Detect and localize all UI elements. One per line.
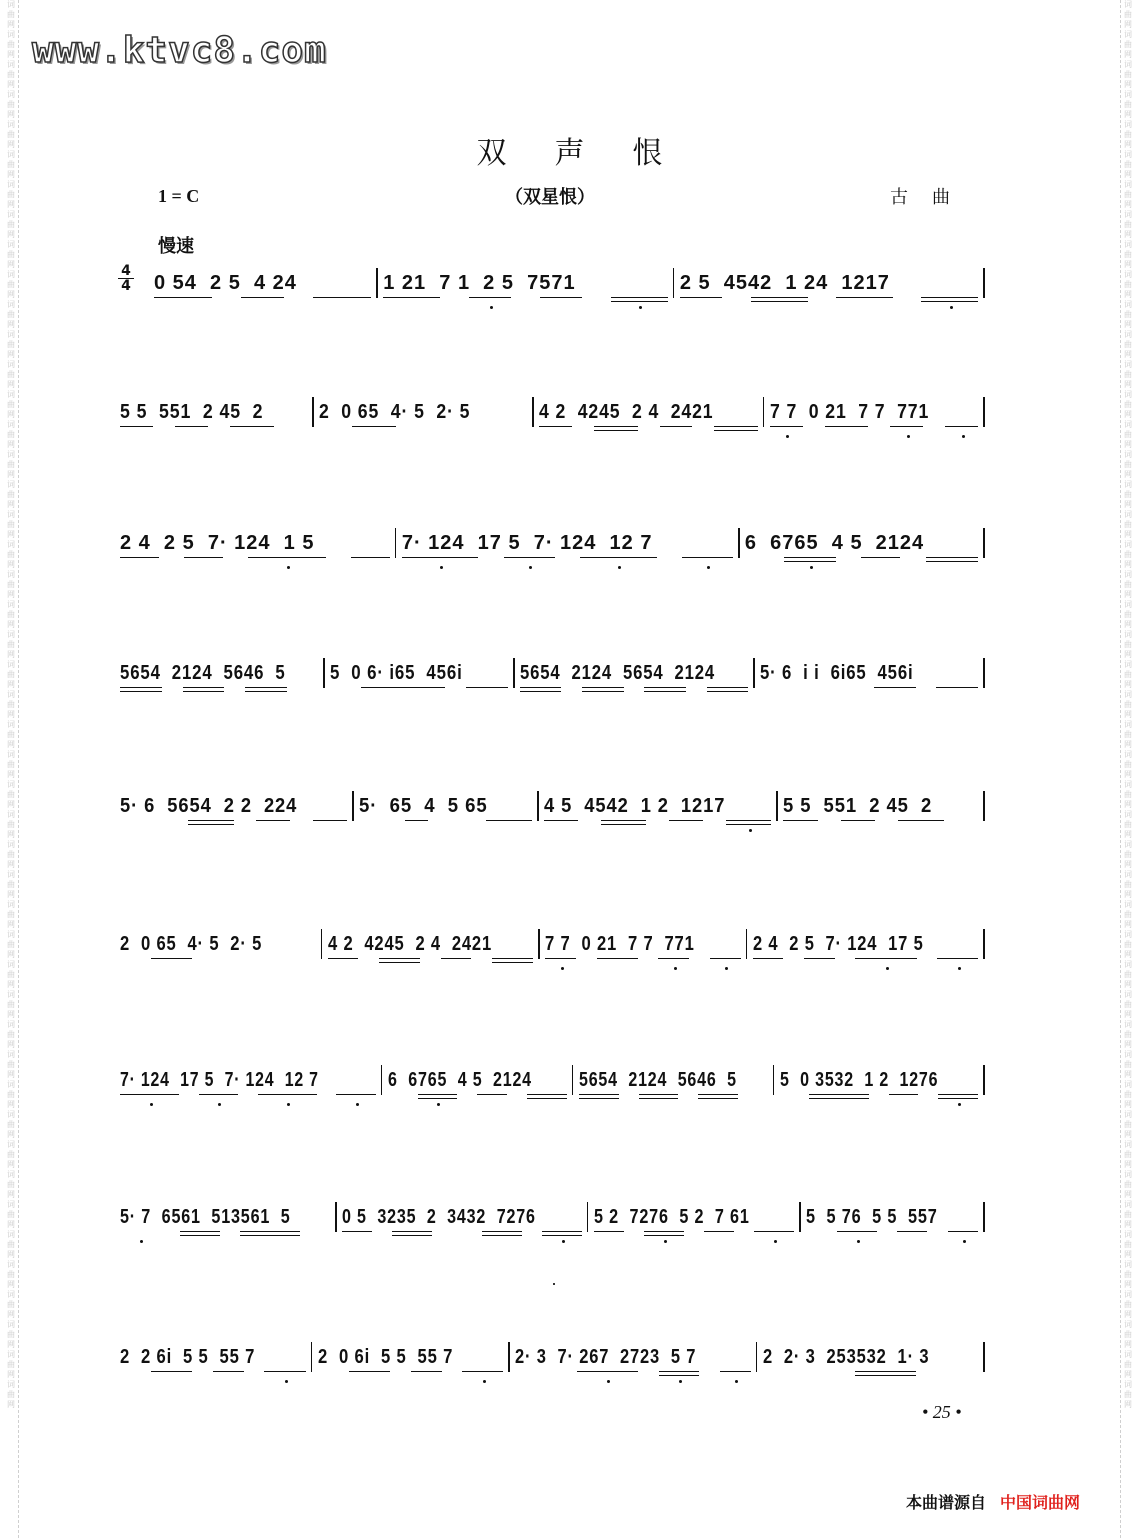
- bar-line: [756, 1342, 758, 1372]
- measure: 5 5 551 2 45 2: [120, 401, 264, 423]
- notation-system: [116, 532, 986, 572]
- notation-system: [116, 662, 986, 702]
- beam-line: [411, 1371, 442, 1372]
- octave-dot: [774, 1240, 777, 1243]
- beam-line: [184, 557, 223, 558]
- beam-line: [594, 430, 638, 431]
- bar-line: [738, 528, 740, 558]
- source-credit: [906, 1490, 1080, 1513]
- notation-system: [150, 272, 986, 312]
- measure: 0 54 2 5 4 24: [154, 272, 297, 294]
- measure: 2 4 2 5 7· 124 1 5: [120, 532, 315, 554]
- beam-line: [120, 687, 162, 688]
- octave-dot: [562, 1240, 565, 1243]
- beam-line: [462, 1371, 503, 1372]
- bar-line: [983, 1342, 985, 1372]
- beam-line: [540, 297, 583, 298]
- beam-line: [248, 557, 325, 558]
- beam-line: [945, 426, 978, 427]
- beam-line: [751, 301, 808, 302]
- beam-line: [504, 557, 555, 558]
- measure: 5 2 7276 5 2 7 61: [593, 1206, 750, 1228]
- notation-system: [116, 1069, 986, 1109]
- beam-line: [542, 1235, 582, 1236]
- beam-line: [245, 687, 287, 688]
- beam-line: [466, 687, 508, 688]
- measure: 2· 3 7· 267 2723 5 7: [515, 1346, 697, 1368]
- beam-line: [349, 1371, 390, 1372]
- measure: 4 5 4542 1 2 1217: [544, 795, 726, 817]
- key-signature: 1 = C: [158, 186, 200, 206]
- beam-line: [383, 297, 440, 298]
- beam-line: [921, 301, 978, 302]
- beam-line: [183, 687, 225, 688]
- beam-line: [418, 1094, 458, 1095]
- measure: 7· 124 17 5 7· 124 12 7: [401, 532, 653, 554]
- tempo-marking: 慢速: [158, 236, 194, 257]
- beam-line: [151, 1371, 192, 1372]
- measure: 5 5 76 5 5 557: [806, 1206, 938, 1228]
- beam-line: [313, 820, 347, 821]
- measure: 5 5 551 2 45 2: [783, 795, 933, 817]
- beam-line: [336, 1094, 375, 1095]
- measure: 5654 2124 5646 5: [120, 662, 286, 684]
- beam-line: [874, 687, 916, 688]
- octave-dot: [285, 1380, 288, 1383]
- beam-line: [379, 962, 420, 963]
- octave-dot: [561, 967, 564, 970]
- beam-line: [825, 426, 869, 427]
- octave-dot: [886, 967, 889, 970]
- beam-line: [644, 1231, 684, 1232]
- composer-credit: 古曲: [890, 187, 974, 208]
- beam-line: [698, 1098, 738, 1099]
- beam-line: [855, 958, 916, 959]
- beam-line: [921, 297, 978, 298]
- beam-line: [154, 297, 212, 298]
- octave-dot: [735, 1380, 738, 1383]
- beam-line: [644, 1235, 684, 1236]
- measure: 7· 124 17 5 7· 124 12 7: [120, 1069, 319, 1091]
- measure: 2 4 2 5 7· 124 17 5: [752, 933, 924, 955]
- beam-line: [577, 1371, 638, 1372]
- octave-dot: [707, 566, 710, 569]
- beam-line: [861, 557, 900, 558]
- beam-line: [720, 1371, 751, 1372]
- beam-line: [580, 557, 656, 558]
- octave-dot: [618, 566, 621, 569]
- bar-line: [773, 1065, 775, 1095]
- beam-line: [611, 297, 668, 298]
- measure: 5 0 3532 1 2 1276: [779, 1069, 938, 1091]
- bar-line: [352, 791, 354, 821]
- beam-line: [258, 1094, 317, 1095]
- beam-line: [469, 297, 512, 298]
- measure: 2 2 6i 5 5 55 7: [120, 1346, 256, 1368]
- beam-line: [707, 687, 748, 688]
- octave-dot: [437, 1103, 440, 1106]
- beam-line: [542, 1231, 582, 1232]
- beam-line: [392, 1235, 432, 1236]
- measure: 4 2 4245 2 4 2421: [539, 401, 714, 423]
- bar-line: [983, 929, 985, 959]
- beam-line: [639, 1094, 679, 1095]
- bar-line: [395, 528, 397, 558]
- bar-line: [673, 268, 675, 298]
- beam-line: [601, 820, 646, 821]
- octave-dot: [810, 566, 813, 569]
- octave-dot: [440, 566, 443, 569]
- beam-line: [601, 824, 646, 825]
- beam-line: [183, 691, 225, 692]
- beam-line: [714, 426, 758, 427]
- beam-line: [837, 1231, 877, 1232]
- beam-line: [245, 691, 287, 692]
- measure: 5654 2124 5646 5: [578, 1069, 737, 1091]
- site-watermark: www.ktvc8.com: [32, 30, 327, 71]
- bar-line: [983, 268, 985, 298]
- beam-line: [582, 687, 623, 688]
- beam-line: [754, 1231, 794, 1232]
- beam-line: [477, 1094, 507, 1095]
- octave-dot: [950, 306, 953, 309]
- beam-line: [520, 691, 561, 692]
- octave-dot: [356, 1103, 359, 1106]
- notation-system: [116, 795, 986, 835]
- bar-line: [776, 791, 778, 821]
- measure: 5654 2124 5654 2124: [520, 662, 715, 684]
- beam-line: [707, 691, 748, 692]
- beam-line: [418, 1098, 458, 1099]
- notation-system: [116, 1346, 986, 1386]
- beam-line: [180, 1235, 220, 1236]
- bar-line: [532, 397, 534, 427]
- print-speck: [553, 1283, 555, 1285]
- bar-line: [983, 791, 985, 821]
- beam-line: [926, 561, 978, 562]
- beam-line: [644, 691, 685, 692]
- measure: 5· 65 4 5 65: [359, 795, 488, 817]
- beam-line: [241, 297, 284, 298]
- page-title: 双声恨: [476, 136, 711, 171]
- octave-dot: [907, 435, 910, 438]
- beam-line: [482, 1235, 522, 1236]
- beam-line: [520, 687, 561, 688]
- octave-dot: [962, 435, 965, 438]
- bar-line: [537, 791, 539, 821]
- beam-line: [698, 1094, 738, 1095]
- octave-dot: [140, 1240, 143, 1243]
- measure: 2 5 4542 1 24 1217: [679, 272, 890, 294]
- notation-system: [116, 933, 986, 973]
- beam-line: [230, 426, 274, 427]
- beam-line: [784, 557, 836, 558]
- beam-line: [897, 1231, 927, 1232]
- beam-line: [938, 1094, 978, 1095]
- right-margin-watermark: 词曲网词曲网词曲网词曲网词曲网词曲网词曲网词曲网词曲网词曲网词曲网词曲网词曲网词曲网词曲网词曲网词曲网词曲网词曲网词曲网词曲网词曲网词曲网词曲网词曲网词曲网词曲网词曲网词曲网词曲网词曲网词曲网词曲网词曲网词曲网词曲网词曲网词曲网词曲网词曲网词曲网词曲网词曲网词曲网词曲网词曲网词曲网: [1120, 0, 1135, 1538]
- measure: 2 0 65 4· 5 2· 5: [319, 401, 471, 423]
- beam-line: [342, 1231, 372, 1232]
- measure: 2 0 6i 5 5 55 7: [317, 1346, 453, 1368]
- beam-line: [579, 1094, 619, 1095]
- octave-dot: [529, 566, 532, 569]
- beam-line: [120, 691, 162, 692]
- time-signature-top: 4: [118, 264, 134, 279]
- beam-line: [594, 426, 638, 427]
- beam-line: [936, 687, 978, 688]
- beam-line: [351, 557, 390, 558]
- bar-line: [983, 658, 985, 688]
- beam-line: [841, 820, 875, 821]
- bar-line: [323, 658, 325, 688]
- beam-line: [175, 426, 208, 427]
- octave-dot: [639, 306, 642, 309]
- beam-line: [120, 1094, 179, 1095]
- beam-line: [199, 1094, 238, 1095]
- beam-line: [544, 820, 578, 821]
- beam-line: [809, 1098, 868, 1099]
- beam-line: [714, 430, 758, 431]
- beam-line: [313, 297, 371, 298]
- beam-line: [492, 958, 533, 959]
- beam-line: [579, 1098, 619, 1099]
- beam-line: [644, 687, 685, 688]
- bar-line: [321, 929, 323, 959]
- octave-dot: [857, 1240, 860, 1243]
- bar-line: [799, 1202, 801, 1232]
- beam-line: [594, 1231, 624, 1232]
- beam-line: [611, 301, 668, 302]
- octave-dot: [958, 967, 961, 970]
- octave-dot: [664, 1240, 667, 1243]
- octave-dot: [150, 1103, 153, 1106]
- measure: 7 7 0 21 7 7 771: [769, 401, 930, 423]
- measure: 2 2· 3 253532 1· 3: [762, 1346, 929, 1368]
- beam-line: [889, 1094, 919, 1095]
- beam-line: [379, 958, 420, 959]
- notation-system: [116, 1206, 986, 1246]
- bar-line: [753, 658, 755, 688]
- beam-line: [726, 820, 771, 821]
- beam-line: [527, 1098, 567, 1099]
- beam-line: [597, 958, 638, 959]
- measure: 5 0 6· i65 456i: [330, 662, 463, 684]
- beam-line: [659, 1375, 700, 1376]
- beam-line: [120, 557, 159, 558]
- beam-line: [180, 1231, 220, 1232]
- beam-line: [441, 958, 472, 959]
- beam-line: [402, 557, 478, 558]
- bar-line: [508, 1342, 510, 1372]
- bar-line: [335, 1202, 337, 1232]
- beam-line: [751, 297, 808, 298]
- octave-dot: [287, 566, 290, 569]
- octave-dot: [218, 1103, 221, 1106]
- beam-line: [898, 820, 944, 821]
- beam-line: [659, 1371, 700, 1372]
- beam-line: [710, 958, 741, 959]
- beam-line: [726, 824, 771, 825]
- beam-line: [120, 426, 153, 427]
- bar-line: [376, 268, 378, 298]
- measure: 5· 7 6561 513561 5: [120, 1206, 291, 1228]
- beam-line: [784, 561, 836, 562]
- measure: 5· 6 i i 6i65 456i: [760, 662, 914, 684]
- beam-line: [527, 1094, 567, 1095]
- beam-line: [680, 297, 723, 298]
- beam-line: [539, 426, 572, 427]
- beam-line: [753, 958, 784, 959]
- beam-line: [328, 958, 359, 959]
- source-label: 本曲谱源自: [906, 1493, 987, 1512]
- beam-line: [783, 820, 817, 821]
- beam-line: [804, 958, 835, 959]
- bar-line: [572, 1065, 574, 1095]
- beam-line: [392, 1231, 432, 1232]
- beam-line: [836, 297, 893, 298]
- beam-line: [240, 1235, 300, 1236]
- bar-line: [312, 397, 314, 427]
- beam-line: [926, 557, 978, 558]
- time-signature: [118, 264, 134, 293]
- beam-line: [669, 820, 703, 821]
- beam-line: [256, 820, 290, 821]
- beam-line: [660, 426, 693, 427]
- beam-line: [855, 1371, 917, 1372]
- beam-line: [352, 426, 396, 427]
- beam-line: [188, 824, 233, 825]
- octave-dot: [725, 967, 728, 970]
- left-margin-watermark: 词曲网词曲网词曲网词曲网词曲网词曲网词曲网词曲网词曲网词曲网词曲网词曲网词曲网词曲网词曲网词曲网词曲网词曲网词曲网词曲网词曲网词曲网词曲网词曲网词曲网词曲网词曲网词曲网词曲网词曲网词曲网词曲网词曲网词曲网词曲网词曲网词曲网词曲网词曲网词曲网词曲网词曲网词曲网词曲网词曲网词曲网词曲网: [4, 0, 19, 1538]
- beam-line: [704, 1231, 734, 1232]
- time-signature-bottom: 4: [121, 278, 131, 294]
- measure: 6 6765 4 5 2124: [387, 1069, 532, 1091]
- measure: 1 21 7 1 2 5 7571: [383, 272, 576, 294]
- octave-dot: [963, 1240, 966, 1243]
- beam-line: [809, 1094, 868, 1095]
- measure: 2 0 65 4· 5 2· 5: [120, 933, 263, 955]
- beam-line: [582, 691, 623, 692]
- bar-line: [746, 929, 748, 959]
- octave-dot: [287, 1103, 290, 1106]
- beam-line: [948, 1231, 978, 1232]
- beam-line: [405, 820, 428, 821]
- beam-line: [240, 1231, 300, 1232]
- beam-line: [213, 1371, 244, 1372]
- octave-dot: [607, 1380, 610, 1383]
- bar-line: [983, 1065, 985, 1095]
- bar-line: [983, 528, 985, 558]
- bar-line: [763, 397, 765, 427]
- beam-line: [770, 426, 803, 427]
- beam-line: [639, 1098, 679, 1099]
- measure: 4 2 4245 2 4 2421: [327, 933, 492, 955]
- octave-dot: [958, 1103, 961, 1106]
- beam-line: [682, 557, 733, 558]
- beam-line: [482, 1231, 522, 1232]
- beam-line: [486, 820, 532, 821]
- bar-line: [983, 1202, 985, 1232]
- source-brand[interactable]: 中国词曲网: [1000, 1493, 1081, 1512]
- bar-line: [538, 929, 540, 959]
- beam-line: [492, 962, 533, 963]
- beam-line: [937, 958, 978, 959]
- page-number: • 25 •: [922, 1402, 962, 1422]
- beam-line: [151, 958, 192, 959]
- bar-line: [311, 1342, 313, 1372]
- octave-dot: [749, 829, 752, 832]
- beam-line: [188, 820, 233, 821]
- octave-dot: [490, 306, 493, 309]
- octave-dot: [679, 1380, 682, 1383]
- bar-line: [381, 1065, 383, 1095]
- measure: 5· 6 5654 2 2 224: [120, 795, 298, 817]
- measure: 7 7 0 21 7 7 771: [545, 933, 695, 955]
- beam-line: [890, 426, 923, 427]
- octave-dot: [786, 435, 789, 438]
- beam-line: [361, 687, 445, 688]
- beam-line: [264, 1371, 305, 1372]
- beam-line: [658, 958, 689, 959]
- notation-system: [116, 401, 986, 441]
- bar-line: [513, 658, 515, 688]
- octave-dot: [483, 1380, 486, 1383]
- beam-line: [855, 1375, 917, 1376]
- beam-line: [938, 1098, 978, 1099]
- octave-dot: [674, 967, 677, 970]
- beam-line: [545, 958, 576, 959]
- bar-line: [983, 397, 985, 427]
- measure: 6 6765 4 5 2124: [744, 532, 925, 554]
- alternate-title: （双星恨）: [505, 187, 595, 208]
- measure: 0 5 3235 2 3432 7276: [342, 1206, 537, 1228]
- bar-line: [587, 1202, 589, 1232]
